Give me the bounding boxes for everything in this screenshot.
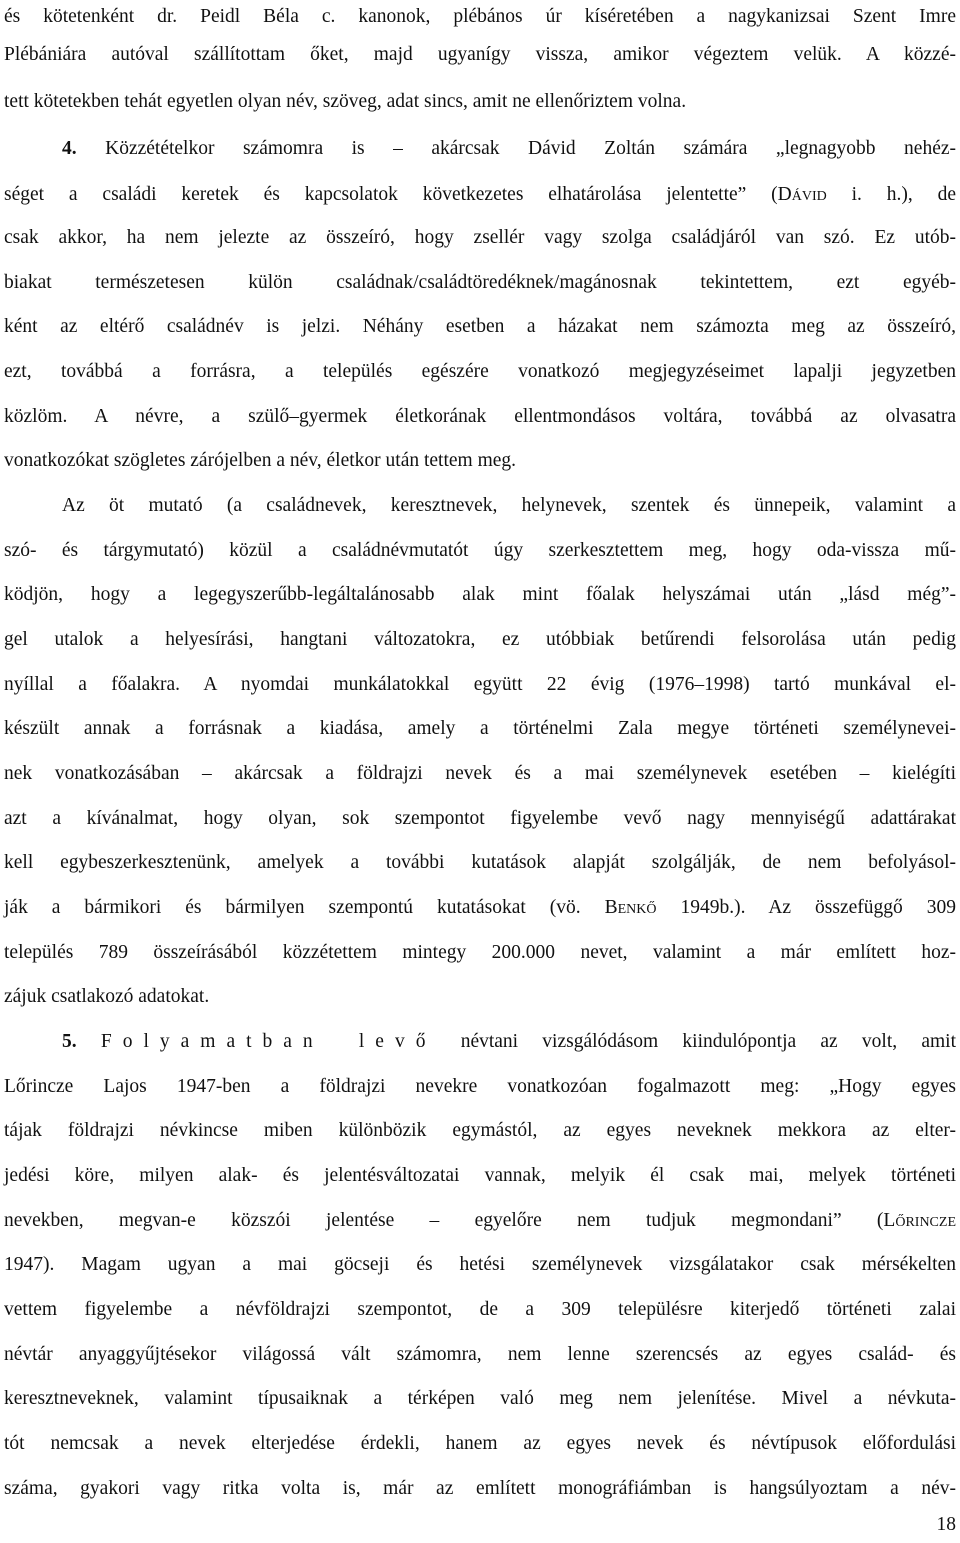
text-line: jedési köre, milyen alak- és jelentésváltozatai vannak, melyik él csak mai, melyek történeti: [4, 1165, 956, 1186]
text-line: gel utalok a helyesírási, hangtani változatokra, ez utóbbiak betűrendi felsorolása után pedig: [4, 629, 956, 650]
page-number: 18: [936, 1514, 956, 1535]
text-line: ezt, továbbá a forrásra, a település egészére vonatkozó megjegyzéseimet lapalji jegyzetben: [4, 361, 956, 382]
text-line: tót nemcsak a nevek elterjedése érdekli, hanem az egyes nevek és névtípusok előfordulási: [4, 1433, 956, 1454]
text-line: ják a bármikori és bármilyen szempontú kutatásokat (vö. Benkő 1949b.). Az összefüggő 309: [4, 897, 956, 918]
author-name: Benkő: [604, 897, 657, 918]
text-line: azt a kívánalmat, hogy olyan, sok szempontot figyelembe vevő nagy mennyiségű adattárakat: [4, 808, 956, 829]
paragraph-number: 4.: [62, 138, 77, 159]
text-line: vonatkozókat szögletes zárójelben a név, életkor után tettem meg.: [4, 450, 517, 471]
text-line: közlöm. A névre, a szülő–gyermek életkorának ellentmondásos voltára, továbbá az olvasatra: [4, 406, 956, 427]
text-line: és kötetenként dr. Peidl Béla c. kanonok, plébános úr kíséretében a nagykanizsai Szent Imre: [4, 6, 956, 27]
text-line: tájak földrajzi névkincse miben különbözik egymástól, az egyes neveknek mekkora az elter-: [4, 1120, 956, 1141]
text-line: biakat természetesen külön családnak/családtöredéknek/magánosnak tekintettem, ezt egyéb-: [4, 272, 956, 293]
text-line: vettem figyelembe a névföldrajzi szempontot, de a 309 településre kiterjedő történeti zalai: [4, 1299, 956, 1320]
text-line: szó- és tárgymutató) közül a családnévmutatót úgy szerkesztettem meg, hogy oda-vissza mű-: [4, 540, 956, 561]
author-name: Dávid: [777, 184, 827, 205]
text-line: 1947). Magam ugyan a mai göcseji és hetési személynevek vizsgálatakor csak mérsékelten: [4, 1254, 956, 1275]
paragraph-number: 5.: [62, 1031, 77, 1052]
text-line: nek vonatkozásában – akárcsak a földrajzi nevek és a mai személynevek esetében – kielégíti: [4, 763, 956, 784]
spaced-emphasis: Folyamatban levő: [100, 1031, 437, 1052]
text-line: száma, gyakori vagy ritka volta is, már az említett monográfiámban is hangsúlyoztam a név-: [4, 1478, 956, 1499]
author-name: Lőrincze: [883, 1210, 956, 1231]
text-line: 4. Közzétételkor számomra is – akárcsak Dávid Zoltán számára „legnagyobb nehéz-: [62, 138, 956, 159]
text-line: séget a családi keretek és kapcsolatok következetes elhatárolása jelentette” (Dávid i. h.), de: [4, 184, 956, 205]
text-line: keresztneveknek, valamint típusaiknak a térképen való meg nem jelenítése. Mivel a névkuta-: [4, 1388, 956, 1409]
text-line: tett kötetekben tehát egyetlen olyan név, szöveg, adat sincs, amit ne ellenőriztem volna.: [4, 91, 687, 112]
text-line: zájuk csatlakozó adatokat.: [4, 986, 210, 1007]
text-line: nyíllal a főalakra. A nyomdai munkálatokkal együtt 22 évig (1976–1998) tartó munkával el-: [4, 674, 956, 695]
text-line: nevekben, megvan-e közszói jelentése – egyelőre nem tudjuk megmondani” (Lőrincze: [4, 1210, 956, 1231]
text-line: kell egybeszerkesztenünk, amelyek a további kutatások alapját szolgálják, de nem befolyásol-: [4, 852, 956, 873]
text-line: névtár anyaggyűjtésekor világossá vált számomra, nem lenne szerencsés az egyes család- és: [4, 1344, 956, 1365]
text-line: ködjön, hogy a legegyszerűbb-legáltalánosabb alak mint főalak helyszámai után „lásd még”-: [4, 584, 956, 605]
text-line: Az öt mutató (a családnevek, keresztnevek, helynevek, szentek és ünnepeik, valamint a: [62, 495, 956, 516]
text-line: Lőrincze Lajos 1947-ben a földrajzi nevekre vonatkozóan fogalmazott meg: „Hogy egyes: [4, 1076, 956, 1097]
text-line: Plébániára autóval szállítottam őket, majd ugyanígy vissza, amikor végeztem velük. A közzé-: [4, 44, 956, 65]
text-line: csak akkor, ha nem jelezte az összeíró, hogy zsellér vagy szolga családjáról van szó. Ez utób-: [4, 227, 956, 248]
text-line: ként az eltérő családnév is jelzi. Néhány esetben a házakat nem számozta meg az összeíró,: [4, 316, 956, 337]
text-line: 5. Folyamatban levő névtani vizsgálódásom kiindulópontja az volt, amit: [62, 1031, 957, 1052]
text-line: készült annak a forrásnak a kiadása, amely a történelmi Zala megye történeti személynevei-: [4, 718, 956, 739]
text-line: település 789 összeírásából közzétettem mintegy 200.000 nevet, valamint a már említett hoz-: [4, 942, 956, 963]
